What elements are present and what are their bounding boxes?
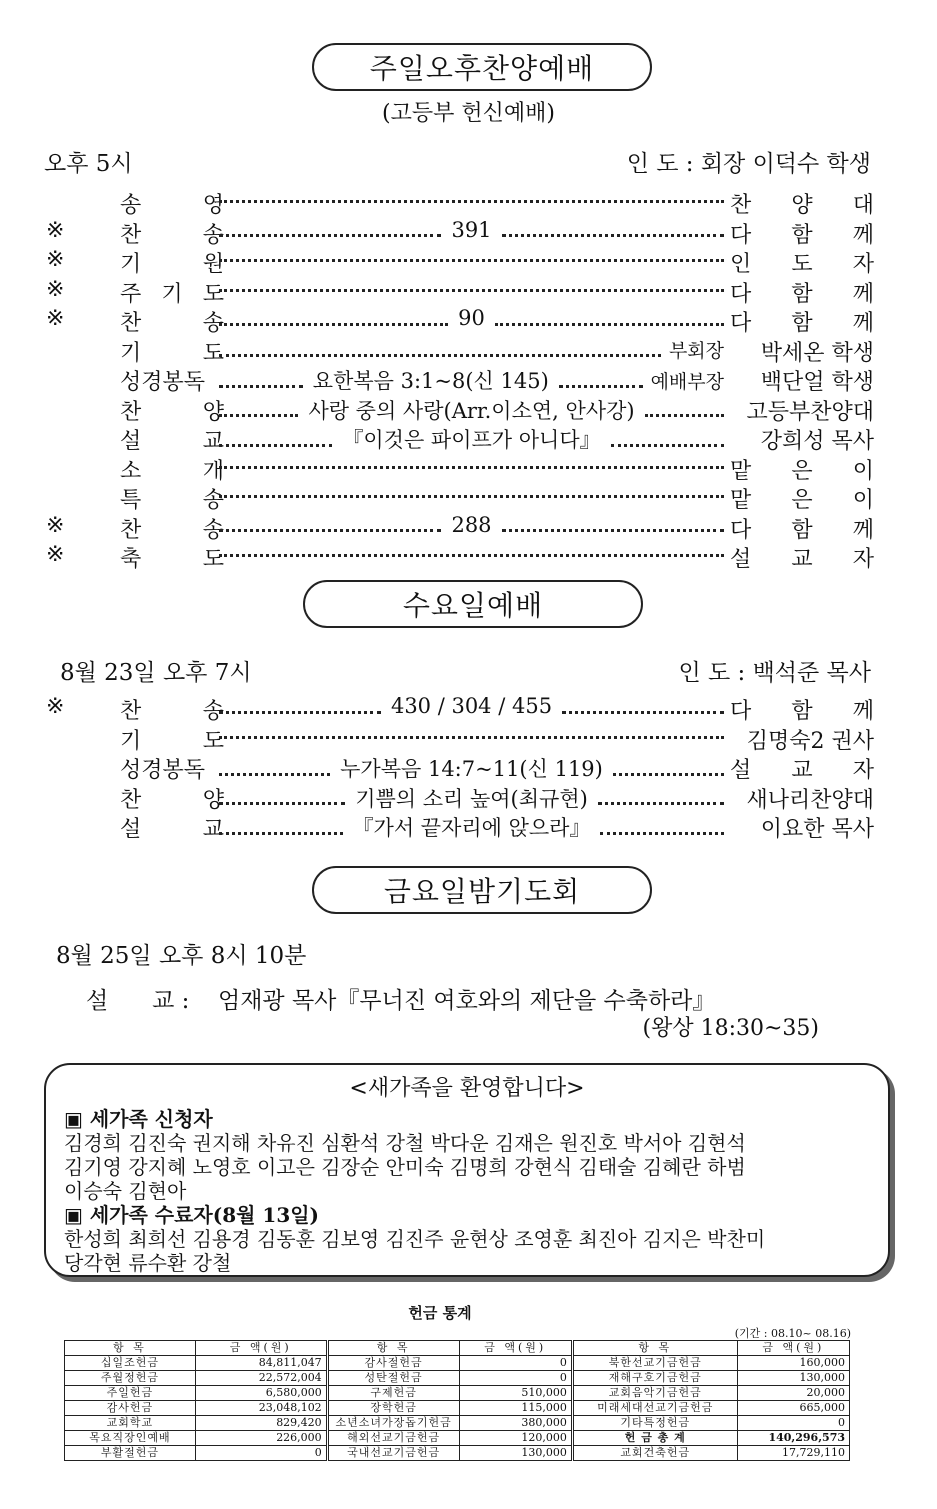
order-person-char: 백단얼 학생 [760,370,874,395]
order-label [120,694,224,725]
required-mark: ※ [46,247,65,272]
dots [219,699,381,714]
offering-amount: 510,000 [459,1386,572,1401]
dots [219,517,441,532]
order-content: 『가서 끝자리에 앉으라』 [352,816,591,840]
order-person-char: 이 [852,458,874,484]
order-person-char: 다 [730,311,752,336]
offering-item: 목요직장인예배 [65,1431,196,1446]
sunday-title: 주일오후찬양예배 [312,43,652,91]
order-person [730,218,874,249]
offering-item: 해외선교기금헌금 [327,1431,459,1446]
dot-leader [215,277,728,292]
order-content: 요한복음 3:1~8(신 145) [312,369,549,393]
dots [613,761,724,776]
order-label-char: 송 [120,193,142,218]
order-person [730,483,874,514]
order-person-char: 교 [791,758,813,783]
new-family-box [44,1063,890,1277]
order-row [40,336,874,364]
offering-amount: 130,000 [737,1371,849,1386]
order-label [120,454,224,485]
offering-item: 장학헌금 [327,1401,459,1416]
offering-item: 교회음악기금헌금 [572,1386,737,1401]
order-label [120,395,224,426]
sunday-leader: 인 도 : 회장 이덕수 학생 [626,151,871,177]
order-row [40,783,874,811]
order-person-char: 설 [730,547,752,572]
order-label-char: 찬 [120,399,142,425]
dots [502,517,724,532]
dot-leader [215,365,728,395]
order-person [730,336,874,367]
col-header: 항 목 [65,1341,196,1356]
order-row [40,542,874,570]
offering-item: 기타특정헌금 [572,1416,737,1431]
dots [611,432,724,447]
order-label-char: 양 [202,399,224,425]
order-label-char: 송 [202,699,224,724]
order-row [40,812,874,840]
offering-amount: 17,729,110 [737,1446,849,1461]
dots [559,373,643,388]
order-label [120,753,224,784]
offering-row [65,1401,850,1416]
dot-leader [215,336,728,363]
order-person [730,454,874,485]
order-label [120,306,224,337]
order-person [730,542,874,573]
dots [219,790,345,805]
order-person [730,365,874,396]
dot-leader [215,542,728,557]
dots [219,542,724,557]
offering-row [65,1431,850,1446]
dot-leader [215,247,728,262]
offering-row [65,1371,850,1386]
order-person-char: 께 [852,281,874,307]
order-person [730,424,874,455]
order-label-char: 설 [120,817,142,842]
order-person [730,694,874,725]
required-mark: ※ [46,306,65,331]
order-label [120,188,224,219]
order-row [40,277,874,305]
order-person [730,395,874,426]
col-header: 항 목 [327,1341,459,1356]
order-person [730,753,874,784]
friday-sermon-label: 설 교 : [86,988,190,1014]
order-row [40,395,874,423]
offering-amount: 120,000 [459,1431,572,1446]
order-label-char: 찬 [120,311,142,336]
required-mark: ※ [46,276,65,302]
offering-period: (기간 : 08.10~ 08.16) [734,1327,851,1340]
dots [219,402,298,417]
dots [562,699,724,714]
order-label-char: 기 [120,728,142,754]
col-header: 금 액(원) [459,1341,572,1356]
offering-item: 주일헌금 [65,1386,196,1401]
order-person [730,306,874,337]
order-label-char: 원 [202,252,224,277]
dots [600,820,724,835]
order-label-char: 개 [202,458,224,484]
order-person [730,724,874,755]
dot-leader [215,454,728,469]
order-row [40,218,874,246]
order-person-char: 고등부찬양대 [746,399,874,425]
offering-amount: 0 [459,1371,572,1386]
order-content: 기쁨의 소리 높여(최규현) [355,786,588,811]
order-person [730,513,874,544]
offering-row [65,1446,850,1461]
order-label-char: 소 [120,458,142,484]
order-label-char: 기 [120,252,142,277]
offering-amount: 665,000 [737,1401,849,1416]
required-mark: ※ [46,217,65,243]
offering-item: 부활절헌금 [65,1446,196,1461]
order-content: 90 [458,306,485,330]
order-content: 288 [451,512,492,537]
offering-amount: 20,000 [737,1386,849,1401]
dot-leader [215,783,728,813]
order-person-char: 은 [791,488,813,513]
order-content: 430 / 304 / 455 [390,694,553,718]
order-label-char: 축 [120,547,142,572]
order-label-char: 특 [120,488,142,513]
order-label-char: 송 [202,311,224,336]
offering-amount: 23,048,102 [195,1401,327,1416]
applicants-line: 김경희 김진숙 권지해 차유진 심환석 강철 박다운 김재은 원진호 박서아 김현석 [64,1131,746,1155]
offering-item: 성탄절헌금 [327,1371,459,1386]
order-row [40,694,874,722]
new-family-title: <새가족을 환영합니다> [349,1076,585,1101]
order-role: 부회장 [668,339,724,362]
applicants-line: 김기영 강지혜 노영호 이고은 김장순 안미숙 김명희 강현식 김태술 김혜란 하범 [64,1155,746,1179]
offering-amount: 380,000 [459,1416,572,1431]
order-content: 사랑 중의 사랑(Arr.이소연, 안사강) [308,398,635,423]
dots [219,483,724,498]
order-person-char: 김명숙2 권사 [746,728,874,754]
offering-item: 구제헌금 [327,1386,459,1401]
dots [219,342,661,357]
order-label [120,724,224,755]
order-person [730,247,874,278]
order-label [120,365,224,396]
order-person-char: 께 [852,517,874,543]
offering-amount: 6,580,000 [195,1386,327,1401]
order-content: 누가복음 14:7~11(신 119) [340,757,603,781]
offering-item: 주월정헌금 [65,1371,196,1386]
offering-amount: 226,000 [195,1431,327,1446]
order-person-char: 이 [852,488,874,513]
offering-row [65,1386,850,1401]
order-label-char: 도 [202,281,224,307]
completed-line: 한성희 최희선 김용경 김동훈 김보영 김진주 윤현상 조영훈 최진아 김지은 박찬미 [64,1227,766,1251]
required-mark: ※ [46,694,65,719]
applicants-heading: ▣ 세가족 신청자 [64,1107,213,1131]
friday-scripture: (왕상 18:30~35) [642,1016,819,1041]
dot-leader [215,483,728,498]
col-header: 금 액(원) [737,1341,849,1356]
order-person [730,277,874,308]
order-person-char: 맡 [730,458,752,484]
required-mark: ※ [46,542,65,567]
order-person-char: 함 [791,311,813,336]
dot-leader [215,513,728,537]
friday-sermon: 엄재광 목사『무너진 여호와의 제단을 수축하라』 [218,988,716,1014]
dots [219,277,724,292]
dots [495,311,724,326]
order-label [120,812,224,843]
dot-leader [215,306,728,330]
order-person-char: 자 [852,252,874,277]
order-label-char: 기 [161,281,183,307]
order-label-char: 교 [202,817,224,842]
dot-leader [215,218,728,242]
order-person [730,188,874,219]
order-person-char: 다 [730,517,752,543]
dots [219,761,330,776]
order-person-char: 께 [852,222,874,248]
order-person-char: 함 [791,281,813,307]
order-person-char: 함 [791,517,813,543]
offering-amount: 22,572,004 [195,1371,327,1386]
order-person-char: 은 [791,458,813,484]
dots [219,373,303,388]
order-row [40,724,874,752]
friday-time: 8월 25일 오후 8시 10분 [56,943,307,969]
order-label-char: 송 [202,222,224,248]
dots [502,222,724,237]
order-person-char: 찬 [730,193,752,218]
order-person-char: 이요한 목사 [760,817,874,842]
order-person-char: 교 [791,547,813,572]
col-header: 항 목 [572,1341,737,1356]
offering-table [64,1340,850,1461]
order-label-char: 성경봉독 [120,370,206,395]
order-person-char: 함 [791,222,813,248]
order-label-char: 양 [202,787,224,813]
order-person-char: 자 [852,758,874,783]
order-content: 391 [451,217,492,242]
order-content: 『이것은 파이프가 아니다』 [342,428,601,452]
order-row [40,247,874,275]
offering-title: 헌금 통계 [408,1304,472,1322]
order-person-char: 강희성 목사 [760,429,874,454]
order-row [40,424,874,452]
order-label [120,336,224,367]
dot-leader [215,753,728,783]
required-mark: ※ [46,512,65,538]
offering-amount: 0 [459,1356,572,1371]
offering-amount: 140,296,573 [737,1431,849,1446]
order-person-char: 다 [730,222,752,248]
offering-item: 교회건축헌금 [572,1446,737,1461]
offering-row [65,1416,850,1431]
order-person-char: 도 [791,252,813,277]
order-label-char: 도 [202,340,224,366]
order-label [120,483,224,514]
order-person [730,783,874,814]
order-person-char: 새나리찬양대 [746,787,874,813]
applicants-line: 이승숙 김현아 [64,1179,187,1203]
friday-title: 금요일밤기도회 [312,866,652,914]
order-label-char: 성경봉독 [120,758,206,783]
col-header: 금 액(원) [195,1341,327,1356]
offering-row [65,1356,850,1371]
offering-item: 소년소녀가장돕기헌금 [327,1416,459,1431]
dot-leader [215,424,728,454]
offering-amount: 130,000 [459,1446,572,1461]
offering-amount: 84,811,047 [195,1356,327,1371]
offering-amount: 0 [195,1446,327,1461]
order-person-char: 께 [852,311,874,336]
offering-amount: 160,000 [737,1356,849,1371]
order-person-char: 인 [730,252,752,277]
order-person-char: 대 [852,193,874,218]
dot-leader [215,812,728,842]
order-person-char: 함 [791,699,813,724]
offering-item: 국내선교기금헌금 [327,1446,459,1461]
order-label-char: 찬 [120,222,142,248]
order-label-char: 기 [120,340,142,366]
order-label [120,247,224,278]
order-label-char: 교 [202,429,224,454]
offering-item: 감사절헌금 [327,1356,459,1371]
sunday-time: 오후 5시 [44,151,133,177]
order-person-char: 설 [730,758,752,783]
order-label-char: 도 [202,728,224,754]
order-label-char: 송 [202,488,224,513]
order-person-char: 맡 [730,488,752,513]
order-label-char: 찬 [120,699,142,724]
dots [598,790,724,805]
order-person-char: 박세온 학생 [760,340,874,366]
dots [219,311,448,326]
order-row [40,483,874,511]
dots [219,820,343,835]
offering-item: 감사헌금 [65,1401,196,1416]
dots [219,247,724,262]
offering-header-row [65,1341,850,1356]
order-person-char: 양 [791,193,813,218]
order-row [40,454,874,482]
order-row [40,306,874,334]
offering-item: 십일조헌금 [65,1356,196,1371]
wednesday-title: 수요일예배 [303,580,643,628]
offering-item: 헌 금 총 계 [572,1431,737,1446]
order-label [120,218,224,249]
offering-item: 미래세대선교기금헌금 [572,1401,737,1416]
dots [645,402,724,417]
offering-amount: 829,420 [195,1416,327,1431]
offering-amount: 0 [737,1416,849,1431]
order-label-char: 설 [120,429,142,454]
dot-leader [215,395,728,425]
order-person-char: 다 [730,699,752,724]
order-label-char: 도 [202,547,224,572]
dots [219,724,724,739]
wednesday-leader: 인 도 : 백석준 목사 [678,660,871,686]
order-label [120,783,224,814]
wednesday-time: 8월 23일 오후 7시 [60,660,252,686]
order-label [120,542,224,573]
order-label-char: 영 [202,193,224,218]
offering-amount: 115,000 [459,1401,572,1416]
offering-item: 재해구호기금헌금 [572,1371,737,1386]
order-row [40,188,874,216]
order-person-char: 다 [730,281,752,307]
order-label-char: 송 [202,517,224,543]
order-row [40,365,874,393]
dots [219,454,724,469]
dot-leader [215,694,728,718]
order-row [40,753,874,781]
order-label [120,277,224,308]
dot-leader [215,188,728,203]
order-label-char: 찬 [120,517,142,543]
order-role: 예배부장 [650,370,724,393]
order-label-char: 찬 [120,787,142,813]
order-person-char: 자 [852,547,874,572]
offering-item: 교회학교 [65,1416,196,1431]
sunday-subtitle: (고등부 헌신예배) [382,101,555,126]
dot-leader [215,724,728,739]
dots [219,188,724,203]
completed-line: 당각현 류수환 강철 [64,1251,232,1275]
dots [219,222,441,237]
order-label [120,513,224,544]
offering-item: 북한선교기금헌금 [572,1356,737,1371]
order-person-char: 께 [852,699,874,724]
order-label-char: 주 [120,281,142,307]
dots [219,432,332,447]
completed-heading: ▣ 세가족 수료자(8월 13일) [64,1203,320,1227]
order-row [40,513,874,541]
order-person [730,812,874,843]
order-label [120,424,224,455]
